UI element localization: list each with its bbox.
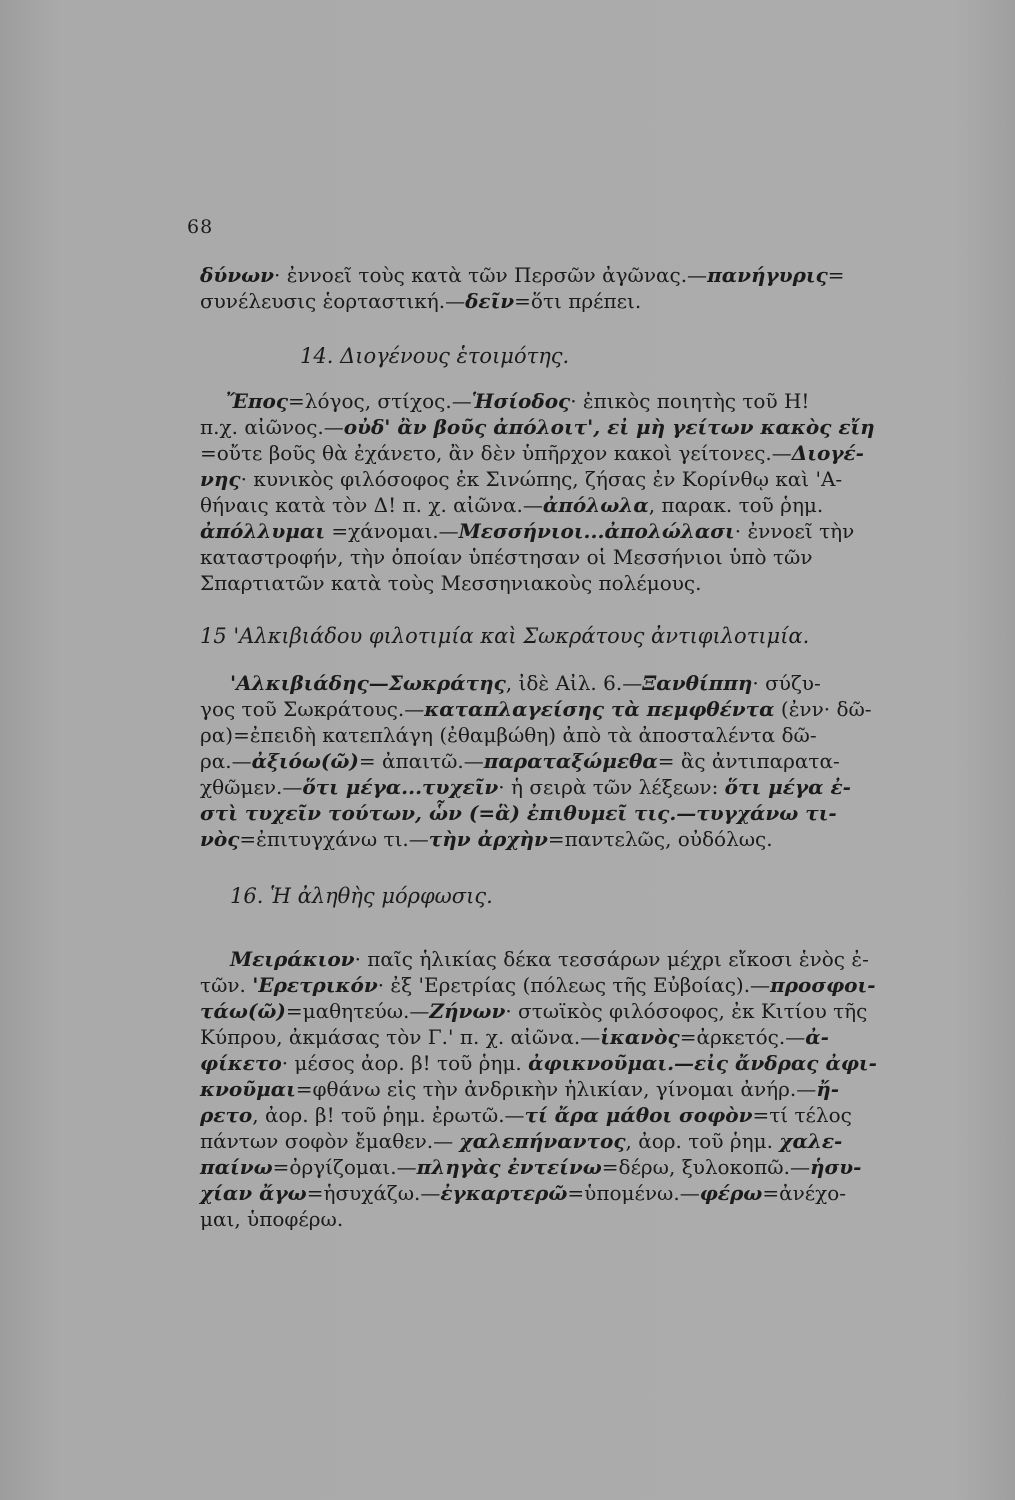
text-run: συνέλευσις ἑορταστική.—	[200, 289, 466, 313]
page-number: 68	[187, 216, 214, 238]
bold-term: ρετο	[200, 1103, 253, 1127]
bold-term: Ἡσίοδος	[471, 389, 571, 413]
paragraph-line	[200, 1050, 930, 1076]
text-run: , ἀορ. β! τοῦ ῥημ. ἐρωτῶ.—	[252, 1103, 525, 1127]
paragraph-line	[200, 722, 930, 748]
bold-term: κνοῦμαι	[200, 1077, 296, 1101]
bold-term: νὸς	[200, 827, 240, 851]
bold-term: φέρω	[699, 1181, 763, 1205]
text-run: Κύπρου, ἀκμάσας τὸν Γ.' π. χ. αἰῶνα.—	[200, 1025, 601, 1049]
paragraph-line	[200, 570, 930, 596]
text-run: μαι, ὑποφέρω.	[200, 1207, 344, 1231]
bold-term: πανήγυρις	[707, 263, 828, 287]
bold-term: χίαν ἄγω	[200, 1181, 307, 1205]
bold-term: 'Ερετρικόν	[252, 973, 378, 997]
paragraph-line	[200, 1024, 930, 1050]
paragraph-line	[200, 1076, 930, 1102]
bold-term: Μειράκιον	[230, 947, 355, 971]
text-run: Σπαρτιατῶν κατὰ τοὺς Μεσσηνιακοὺς πολέμους.	[200, 571, 702, 595]
text-run: · κυνικὸς φιλόσοφος ἐκ Σινώπης, ζήσας ἐν Κορίνθῳ καὶ 'Α-	[240, 467, 843, 491]
bold-term: ἡσυ-	[809, 1155, 862, 1179]
text-run: π.χ. αἰῶνος.—	[200, 415, 344, 439]
bold-term: ὅτι μέγα ἐ-	[724, 775, 851, 799]
text-run: θήναις κατὰ τὸν Δ! π. χ. αἰῶνα.—	[200, 493, 543, 517]
text-run: =δέρω, ξυλοκοπῶ.—	[601, 1155, 810, 1179]
bold-term: χαλεπήναντος	[459, 1129, 626, 1153]
text-run: τῶν.	[200, 973, 253, 997]
bold-term: φίκετο	[200, 1051, 282, 1075]
text-run: =	[827, 263, 845, 287]
bold-term: ἀξιόω(ῶ)	[251, 749, 359, 773]
paragraph-line	[200, 774, 930, 800]
bold-term: Ἔπος	[226, 389, 289, 413]
body-text	[200, 262, 930, 1232]
section-heading-16: 16. Ἡ ἀληθὴς μόρφωσις.	[230, 884, 493, 908]
bold-term: δύνων	[200, 263, 275, 287]
paragraph-line	[200, 826, 930, 852]
paragraph-line	[200, 800, 930, 826]
bold-term: χαλε-	[779, 1129, 843, 1153]
text-run: · σύζυ-	[752, 671, 821, 695]
bold-term: καταπλαγείσης τὰ πεμφθέντα	[424, 697, 775, 721]
text-run: =ὑπομένω.—	[567, 1181, 700, 1205]
bold-term: Μεσσήνιοι...ἀπολώλασι	[458, 519, 735, 543]
text-run: =ἐπιτυγχάνω τι.—	[239, 827, 429, 851]
bold-term: Ξανθίππη	[642, 671, 753, 695]
paragraph-line	[200, 492, 930, 518]
text-run: =παντελῶς, οὐδόλως.	[547, 827, 773, 851]
bold-term: τὴν ἀρχὴν	[428, 827, 548, 851]
bold-term: 'Αλκιβιάδης—Σωκράτης	[230, 671, 506, 695]
intro-line	[200, 262, 930, 288]
text-run: =ἀνέχο-	[762, 1181, 847, 1205]
text-run: = ἀπαιτῶ.—	[358, 749, 484, 773]
bold-term: παραταξώμεθα	[483, 749, 658, 773]
text-run: · στωϊκὸς φιλόσοφος, ἐκ Κιτίου τῆς	[505, 999, 868, 1023]
text-run: =μαθητεύω.—	[285, 999, 430, 1023]
intro-paragraph	[200, 262, 930, 314]
bold-term: ὅτι μέγα...τυχεῖν	[302, 775, 499, 799]
text-run: , ἰδὲ Αἰλ. 6.—	[505, 671, 643, 695]
paragraph-line	[200, 1180, 930, 1206]
text-run: =ἡσυχάζω.—	[306, 1181, 441, 1205]
section-14-paragraph	[200, 388, 930, 596]
section-16-paragraph	[200, 946, 930, 1232]
bold-term: ἀπόλωλα	[542, 493, 649, 517]
paragraph-line	[200, 466, 930, 492]
section-heading-14: 14. Διογένους ἑτοιμότης.	[300, 344, 570, 368]
paragraph-line	[200, 518, 930, 544]
paragraph-line	[200, 1206, 930, 1232]
paragraph-line	[200, 1154, 930, 1180]
intro-line	[200, 288, 930, 314]
text-run: , ἀορ. τοῦ ῥημ.	[625, 1129, 780, 1153]
bold-term: Ζήνων	[429, 999, 506, 1023]
text-run: χθῶμεν.—	[200, 775, 303, 799]
bold-term: προσφοι-	[770, 973, 876, 997]
section-15-paragraph	[200, 670, 930, 852]
bold-term: ἐγκαρτερῶ	[440, 1181, 568, 1205]
text-run: γος τοῦ Σωκράτους.—	[200, 697, 425, 721]
paragraph-line	[200, 414, 930, 440]
bold-term: τί ἄρα μάθοι σοφὸν	[524, 1103, 753, 1127]
paragraph-line	[200, 998, 930, 1024]
text-run: · μέσος ἀορ. β! τοῦ ῥημ.	[281, 1051, 529, 1075]
bold-term: ἀ-	[805, 1025, 829, 1049]
paragraph-line	[200, 388, 930, 414]
text-run: =χάνομαι.—	[325, 519, 459, 543]
text-run: · ἡ σειρὰ τῶν λέξεων:	[498, 775, 725, 799]
bold-term: ἀπόλλυμαι	[200, 519, 325, 543]
paragraph-line	[200, 696, 930, 722]
text-run: , παρακ. τοῦ ῥημ.	[648, 493, 824, 517]
paragraph-line	[200, 544, 930, 570]
text-run: =φθάνω εἰς τὴν ἀνδρικὴν ἡλικίαν, γίνομαι ἀνήρ.—	[295, 1077, 817, 1101]
text-run: ρα)=ἐπειδὴ κατεπλάγη (ἐθαμβώθη) ἀπὸ τὰ ἀποσταλέντα δῶ-	[200, 723, 817, 747]
text-run: =ὀργίζομαι.—	[272, 1155, 417, 1179]
paragraph-line	[200, 972, 930, 998]
text-run: καταστροφήν, τὴν ὁποίαν ὑπέστησαν οἱ Μεσσήνιοι ὑπὸ τῶν	[200, 545, 813, 569]
paragraph-line	[200, 670, 930, 696]
text-run: · παῖς ἡλικίας δέκα τεσσάρων μέχρι εἴκοσι ἑνὸς ἐ-	[354, 947, 869, 971]
bold-term: δεῖν	[465, 289, 515, 313]
bold-term: Διογέ-	[791, 441, 864, 465]
bold-term: στὶ τυχεῖν τούτων, ὧν (=ἃ) ἐπιθυμεῖ τις.—τυγχάνω τι-	[200, 801, 837, 825]
bold-term: νης	[200, 467, 241, 491]
text-run: =τί τέλος	[752, 1103, 852, 1127]
bold-term: ἱκανὸς	[600, 1025, 680, 1049]
bold-term: ἤ-	[816, 1077, 840, 1101]
text-run: = ἂς ἀντιπαρατα-	[657, 749, 840, 773]
paragraph-line	[200, 946, 930, 972]
text-run: =ὅτι πρέπει.	[514, 289, 642, 313]
bold-term: παίνω	[200, 1155, 273, 1179]
paragraph-line	[200, 440, 930, 466]
paragraph-line	[200, 1102, 930, 1128]
text-run: =ἀρκετός.—	[679, 1025, 806, 1049]
text-run: · ἐπικὸς ποιητὴς τοῦ Η!	[570, 389, 810, 413]
text-run: πάντων σοφὸν ἔμαθεν.—	[200, 1129, 460, 1153]
paragraph-line	[200, 1128, 930, 1154]
bold-term: τάω(ῶ)	[200, 999, 286, 1023]
text-run: ρα.—	[200, 749, 252, 773]
bold-term: ἀφικνοῦμαι.—εἰς ἄνδρας ἀφι-	[528, 1051, 877, 1075]
bold-term: πληγὰς ἐντείνω	[416, 1155, 602, 1179]
section-heading-15: 15 'Αλκιβιάδου φιλοτιμία καὶ Σωκράτους ἀντιφιλοτιμία.	[200, 624, 810, 648]
text-run: =λόγος, στίχος.—	[288, 389, 472, 413]
text-run: · ἐξ 'Ερετρίας (πόλεως τῆς Εὐβοίας).—	[377, 973, 771, 997]
text-run: =οὔτε βοῦς θὰ ἐχάνετο, ἂν δὲν ὑπῆρχον κακοὶ γείτονες.—	[200, 441, 792, 465]
text-run: (ἐνν· δῶ-	[774, 697, 872, 721]
text-run: · ἐννοεῖ τοὺς κατὰ τῶν Περσῶν ἀγῶνας.—	[274, 263, 708, 287]
paragraph-line	[200, 748, 930, 774]
bold-term: οὐδ' ἂν βοῦς ἀπόλοιτ', εἰ μὴ γείτων κακὸς εἴη	[343, 415, 875, 439]
text-run: · ἐννοεῖ τὴν	[734, 519, 855, 543]
